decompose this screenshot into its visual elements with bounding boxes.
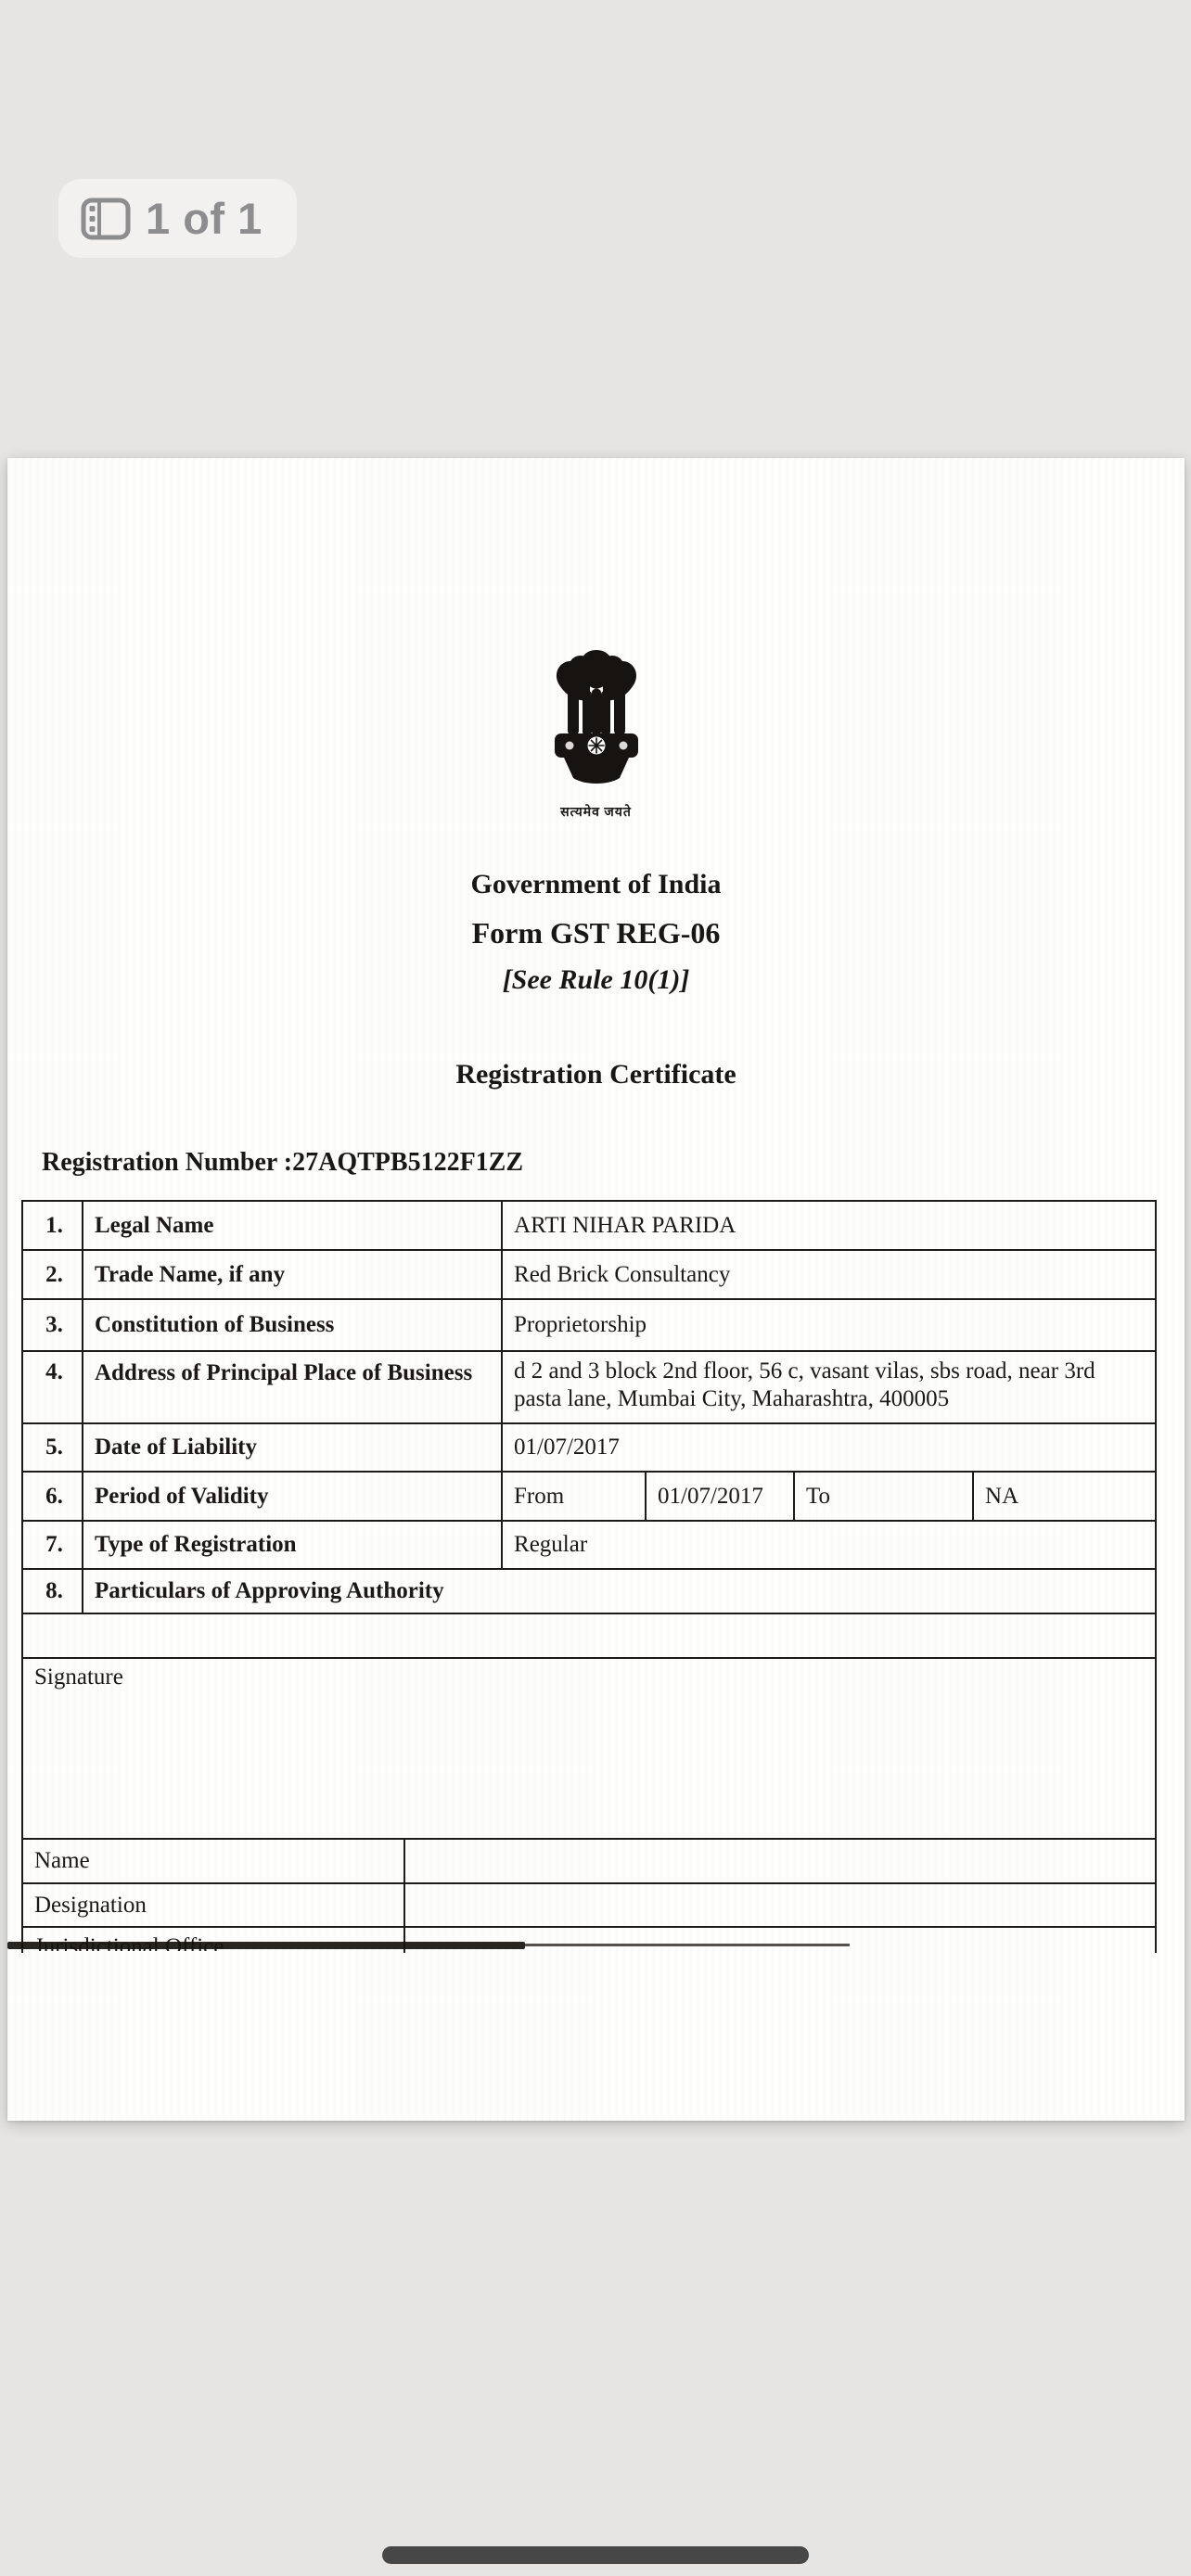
designation-label: Designation bbox=[22, 1883, 404, 1927]
table-row-address bbox=[22, 1351, 1156, 1423]
table-row-type-of-registration bbox=[22, 1521, 1156, 1569]
row-number: 1. bbox=[22, 1201, 83, 1250]
table-row-signature bbox=[22, 1658, 1156, 1839]
validity-to-label: To bbox=[794, 1472, 973, 1521]
row-value: Proprietorship bbox=[502, 1299, 1156, 1351]
table-row-trade-name bbox=[22, 1250, 1156, 1299]
thumbnails-sidebar-icon bbox=[81, 198, 131, 240]
row-label: Particulars of Approving Authority bbox=[83, 1569, 1156, 1613]
table-row-date-of-liability bbox=[22, 1423, 1156, 1472]
row-label: Constitution of Business bbox=[83, 1299, 502, 1351]
row-value: d 2 and 3 block 2nd floor, 56 c, vasant vilas, sbs road, near 3rd pasta lane, Mumbai City, Maharashtra, 400005 bbox=[502, 1351, 1156, 1423]
table-row-legal-name bbox=[22, 1201, 1156, 1250]
row-value: Red Brick Consultancy bbox=[502, 1250, 1156, 1299]
row-number: 2. bbox=[22, 1250, 83, 1299]
row-number: 5. bbox=[22, 1423, 83, 1472]
table-row-period-of-validity bbox=[22, 1472, 1156, 1521]
validity-from-label: From bbox=[502, 1472, 646, 1521]
row-label: Date of Liability bbox=[83, 1423, 502, 1472]
registration-number: Registration Number :27AQTPB5122F1ZZ bbox=[42, 1148, 524, 1177]
page-count-label: 1 of 1 bbox=[146, 194, 263, 243]
row-label: Type of Registration bbox=[83, 1521, 502, 1569]
certificate-page[interactable] bbox=[7, 458, 1185, 2121]
validity-from-value: 01/07/2017 bbox=[646, 1472, 794, 1521]
row-number: 3. bbox=[22, 1299, 83, 1351]
row-value: ARTI NIHAR PARIDA bbox=[502, 1201, 1156, 1250]
table-row-constitution bbox=[22, 1299, 1156, 1351]
empty-cell bbox=[404, 1839, 1156, 1883]
heading-government: Government of India bbox=[470, 869, 722, 899]
empty-cell bbox=[22, 1613, 1156, 1658]
row-label: Legal Name bbox=[83, 1201, 502, 1250]
home-indicator[interactable] bbox=[382, 2546, 809, 2564]
row-label: Trade Name, if any bbox=[83, 1250, 502, 1299]
emblem-of-india-icon bbox=[7, 646, 1185, 821]
heading-form-number: Form GST REG-06 bbox=[471, 916, 721, 950]
signature-label: Signature bbox=[22, 1658, 1156, 1839]
row-number: 7. bbox=[22, 1521, 83, 1569]
heading-certificate: Registration Certificate bbox=[455, 1059, 736, 1090]
page-count-pill[interactable] bbox=[58, 179, 297, 258]
row-number: 4. bbox=[22, 1351, 83, 1423]
scan-edge-smear-thin bbox=[525, 1944, 850, 1946]
table-row-designation bbox=[22, 1883, 1156, 1927]
row-label: Address of Principal Place of Business bbox=[83, 1351, 502, 1423]
name-label: Name bbox=[22, 1839, 404, 1883]
row-label: Period of Validity bbox=[83, 1472, 502, 1521]
table-row-name bbox=[22, 1839, 1156, 1883]
certificate-table bbox=[21, 1200, 1157, 1953]
row-value: 01/07/2017 bbox=[502, 1423, 1156, 1472]
row-number: 8. bbox=[22, 1569, 83, 1613]
row-number: 6. bbox=[22, 1472, 83, 1521]
row-value: Regular bbox=[502, 1521, 1156, 1569]
emblem-caption: सत्यमेव जयते bbox=[560, 806, 632, 820]
table-row-empty bbox=[22, 1613, 1156, 1658]
scan-edge-smear bbox=[7, 1942, 525, 1949]
empty-cell bbox=[404, 1883, 1156, 1927]
heading-rule: [See Rule 10(1)] bbox=[502, 964, 690, 995]
table-row-approving-authority bbox=[22, 1569, 1156, 1613]
validity-to-value: NA bbox=[973, 1472, 1156, 1521]
